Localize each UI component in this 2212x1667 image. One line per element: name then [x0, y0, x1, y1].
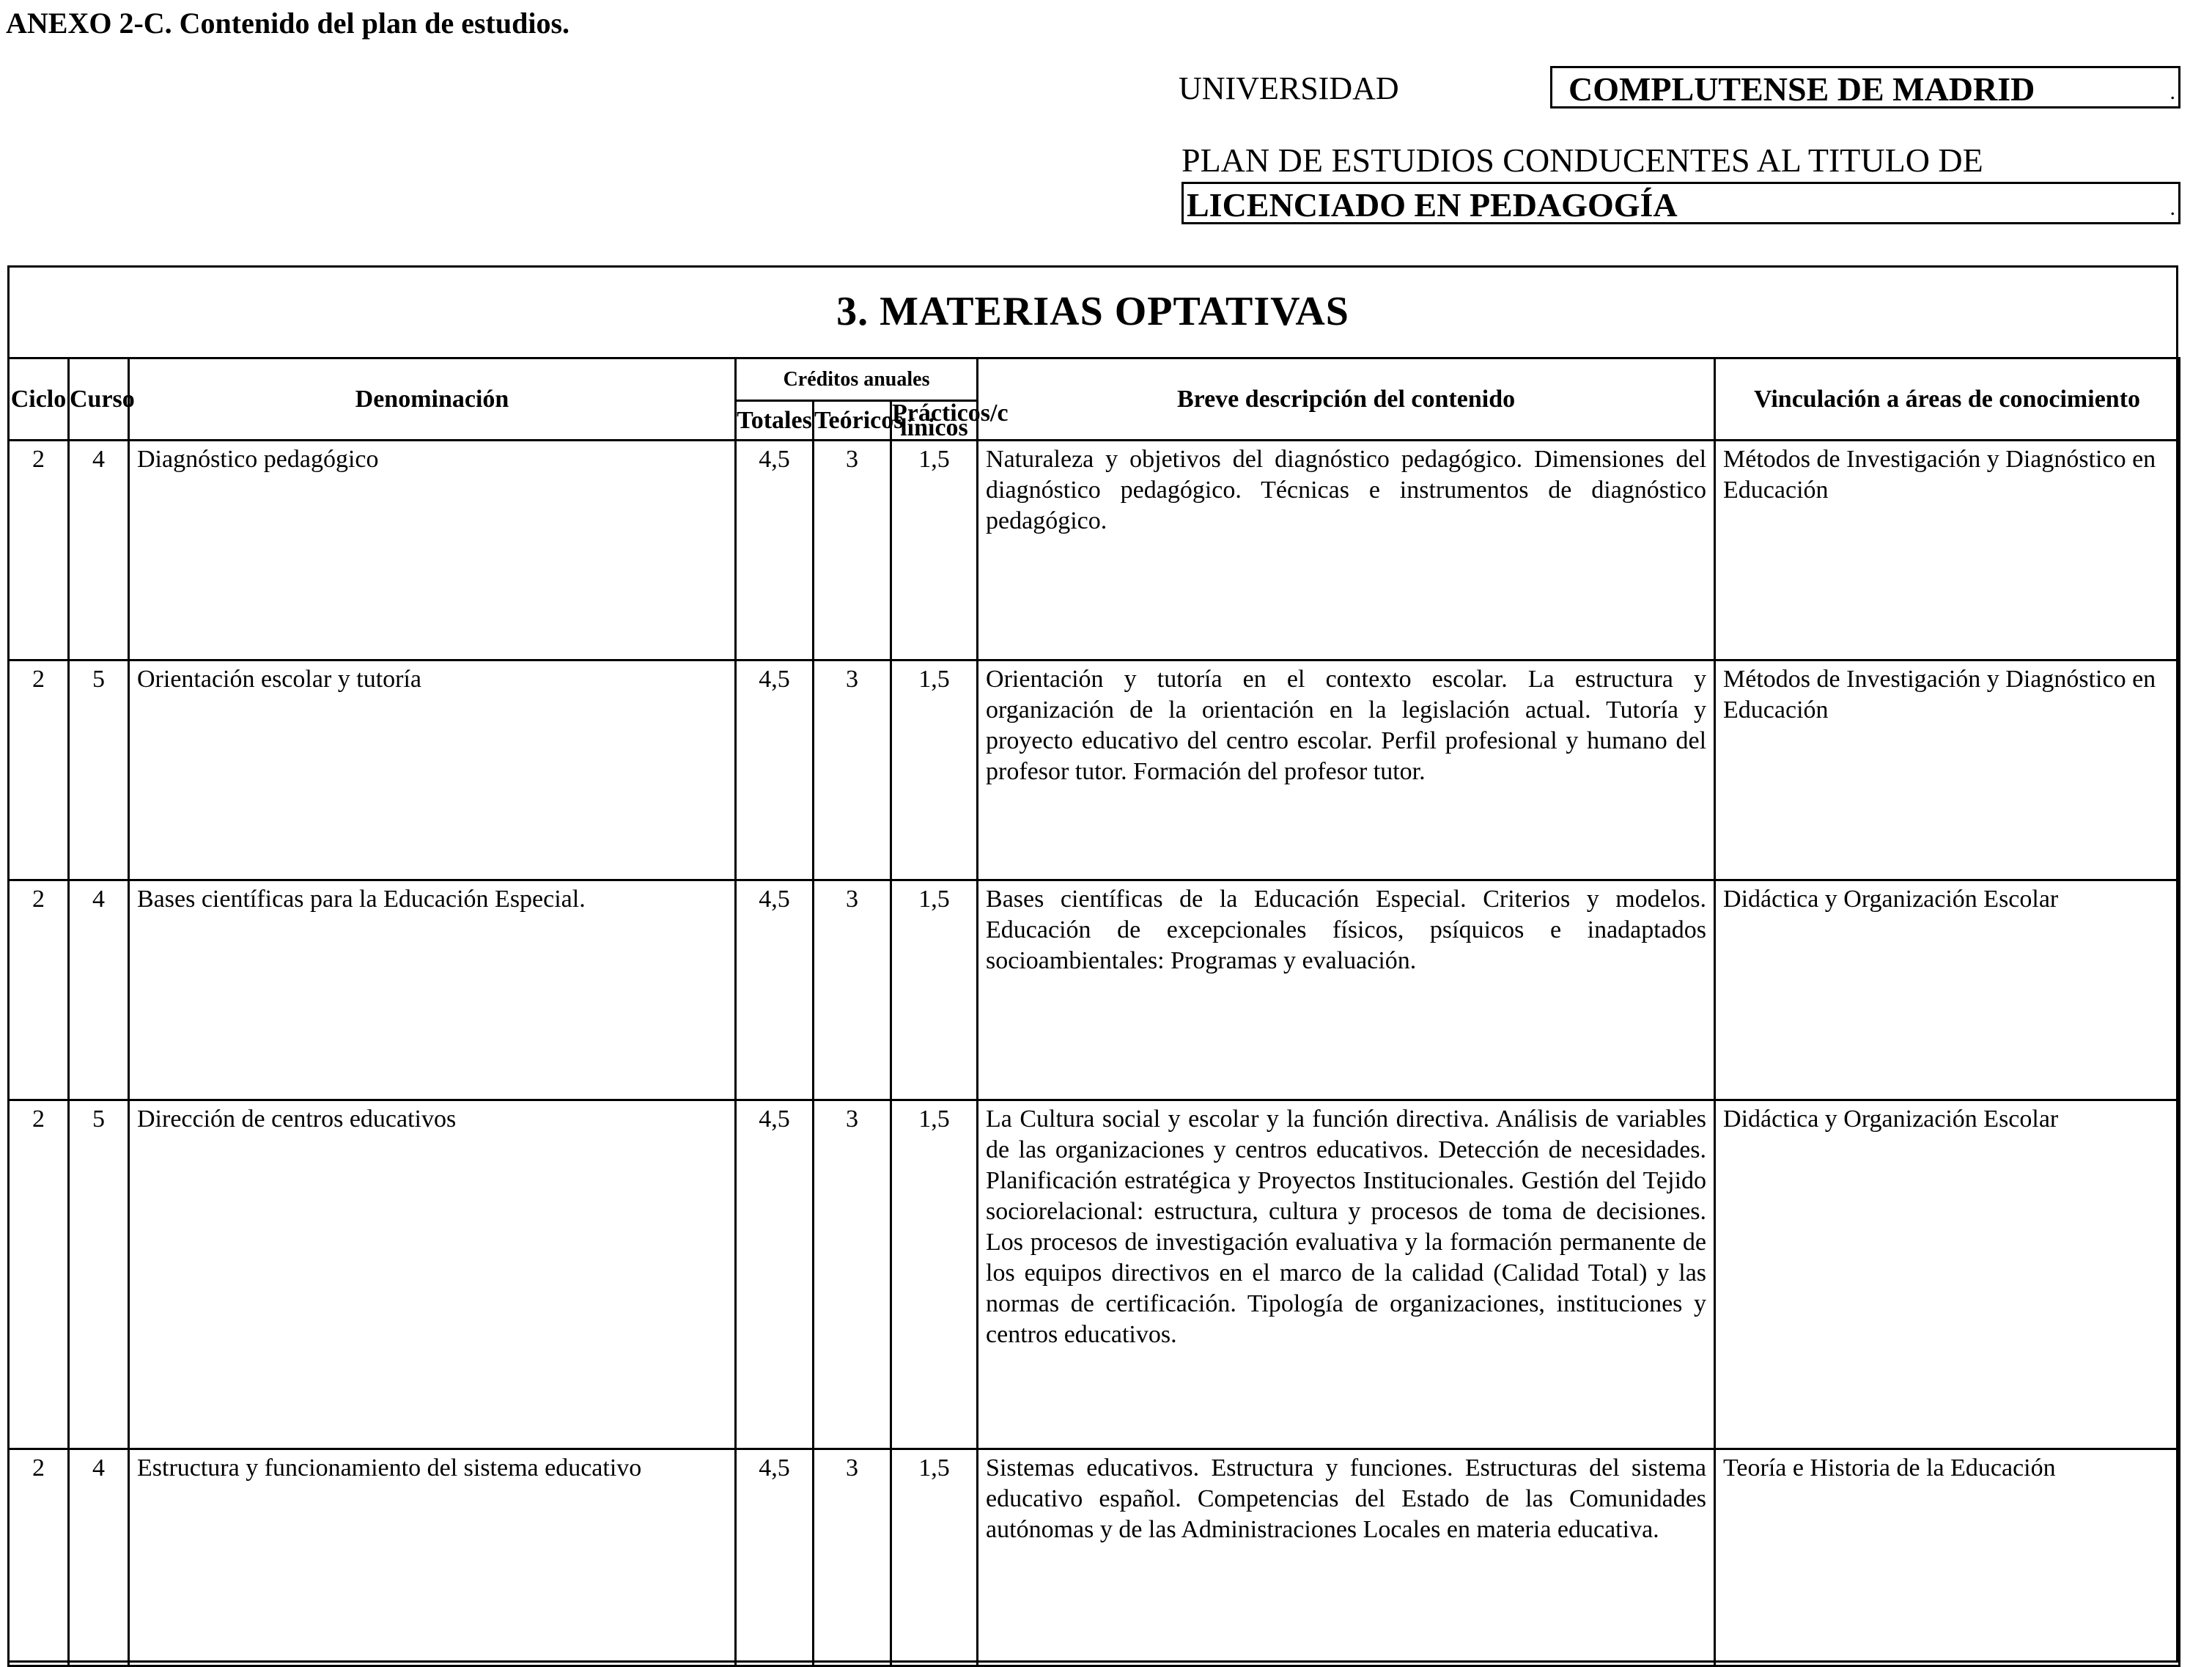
cell-totales: 4,5 [736, 880, 814, 1100]
cell-practicos: 1,5 [891, 660, 978, 880]
cell-ciclo: 2 [9, 1449, 69, 1666]
cell-curso: 4 [69, 1449, 129, 1666]
col-header-teoricos: Teóricos [814, 401, 891, 441]
table-row [9, 441, 2180, 660]
subjects-table [7, 357, 2180, 1667]
table-row [9, 1100, 2180, 1449]
cell-ciclo: 2 [9, 660, 69, 880]
cell-ciclo: 2 [9, 441, 69, 660]
cell-area: Didáctica y Organización Escolar [1715, 1100, 2180, 1449]
table-row [9, 1449, 2180, 1666]
cell-denominacion: Orientación escolar y tutoría [129, 660, 736, 880]
cell-totales: 4,5 [736, 1449, 814, 1666]
col-header-totales: Totales [736, 401, 814, 441]
cell-practicos: 1,5 [891, 1100, 978, 1449]
cell-denominacion: Diagnóstico pedagógico [129, 441, 736, 660]
cell-denominacion: Bases científicas para la Educación Especial. [129, 880, 736, 1100]
table-row [9, 660, 2180, 880]
cell-totales: 4,5 [736, 441, 814, 660]
cell-curso: 4 [69, 880, 129, 1100]
cell-ciclo: 2 [9, 1100, 69, 1449]
cell-denominacion: Dirección de centros educativos [129, 1100, 736, 1449]
cell-teoricos: 3 [814, 441, 891, 660]
cell-descripcion: Bases científicas de la Educación Especial. Criterios y modelos. Educación de excepcionales físicos, psíquicos e inadaptados socioambientales: Programas y evaluación. [978, 880, 1715, 1100]
plan-label: PLAN DE ESTUDIOS CONDUCENTES AL TITULO DE [1181, 141, 1983, 179]
cell-curso: 5 [69, 1100, 129, 1449]
box-dot: . [2169, 80, 2175, 104]
cell-totales: 4,5 [736, 1100, 814, 1449]
cell-curso: 5 [69, 660, 129, 880]
col-header-creditos: Créditos anuales [736, 358, 978, 401]
cell-denominacion: Estructura y funcionamiento del sistema educativo [129, 1449, 736, 1666]
cell-totales: 4,5 [736, 660, 814, 880]
header-row [9, 358, 2180, 401]
table-row [9, 880, 2180, 1100]
col-header-vinculacion: Vinculación a áreas de conocimiento [1715, 358, 2180, 441]
col-header-curso: Curso [69, 358, 129, 441]
cell-descripcion: Sistemas educativos. Estructura y funciones. Estructuras del sistema educativo español. Competencias del Estado de las Comunidades autónomas y de las Administraciones Locales en materia educativa. [978, 1449, 1715, 1666]
cell-area: Teoría e Historia de la Educación [1715, 1449, 2180, 1666]
cell-teoricos: 3 [814, 1449, 891, 1666]
col-header-descripcion: Breve descripción del contenido [978, 358, 1715, 441]
col-header-practicos: Prácticos/c línicos [892, 399, 1009, 441]
col-header-ciclo: Ciclo [9, 358, 69, 441]
university-name: COMPLUTENSE DE MADRID [1568, 70, 2035, 108]
cell-area: Métodos de Investigación y Diagnóstico en Educación [1715, 660, 2180, 880]
section-title: 3. MATERIAS OPTATIVAS [836, 289, 1349, 334]
optional-subjects-section [7, 265, 2178, 1663]
cell-practicos: 1,5 [891, 441, 978, 660]
annex-title: ANEXO 2-C. Contenido del plan de estudios. [6, 7, 570, 40]
cell-area: Métodos de Investigación y Diagnóstico en Educación [1715, 441, 2180, 660]
cell-teoricos: 3 [814, 1100, 891, 1449]
cell-descripcion: Naturaleza y objetivos del diagnóstico pedagógico. Dimensiones del diagnóstico pedagógico. Técnicas e instrumentos de diagnóstico pedagógico. [978, 441, 1715, 660]
col-header-denominacion: Denominación [129, 358, 736, 441]
box-dot: . [2169, 196, 2175, 220]
cell-descripcion: La Cultura social y escolar y la función directiva. Análisis de variables de las organizaciones y centros educativos. Detección de necesidades. Planificación estratégica y Proyectos Institucionales. Gestión del Tejido sociorelacional: estructura, cultura y procesos de toma de decisiones. Los procesos de investigación evaluativa y la formación permanente de los equipos directivos en el marco de la calidad (Calidad Total) y las normas de certificación. Tipología de organizaciones, instituciones y centros educativos. [978, 1100, 1715, 1449]
degree-name: LICENCIADO EN PEDAGOGÍA [1187, 186, 1678, 224]
university-label: UNIVERSIDAD [1179, 70, 1399, 106]
cell-teoricos: 3 [814, 880, 891, 1100]
cell-area: Didáctica y Organización Escolar [1715, 880, 2180, 1100]
cell-descripcion: Orientación y tutoría en el contexto escolar. La estructura y organización de la orientación en la legislación actual. Tutoría y proyecto educativo del centro escolar. Perfil profesional y humano del profesor tutor. Formación del profesor tutor. [978, 660, 1715, 880]
cell-curso: 4 [69, 441, 129, 660]
cell-teoricos: 3 [814, 660, 891, 880]
cell-practicos: 1,5 [891, 880, 978, 1100]
degree-name-box [1181, 182, 2180, 224]
university-name-box [1550, 66, 2180, 108]
cell-practicos: 1,5 [891, 1449, 978, 1666]
cell-ciclo: 2 [9, 880, 69, 1100]
